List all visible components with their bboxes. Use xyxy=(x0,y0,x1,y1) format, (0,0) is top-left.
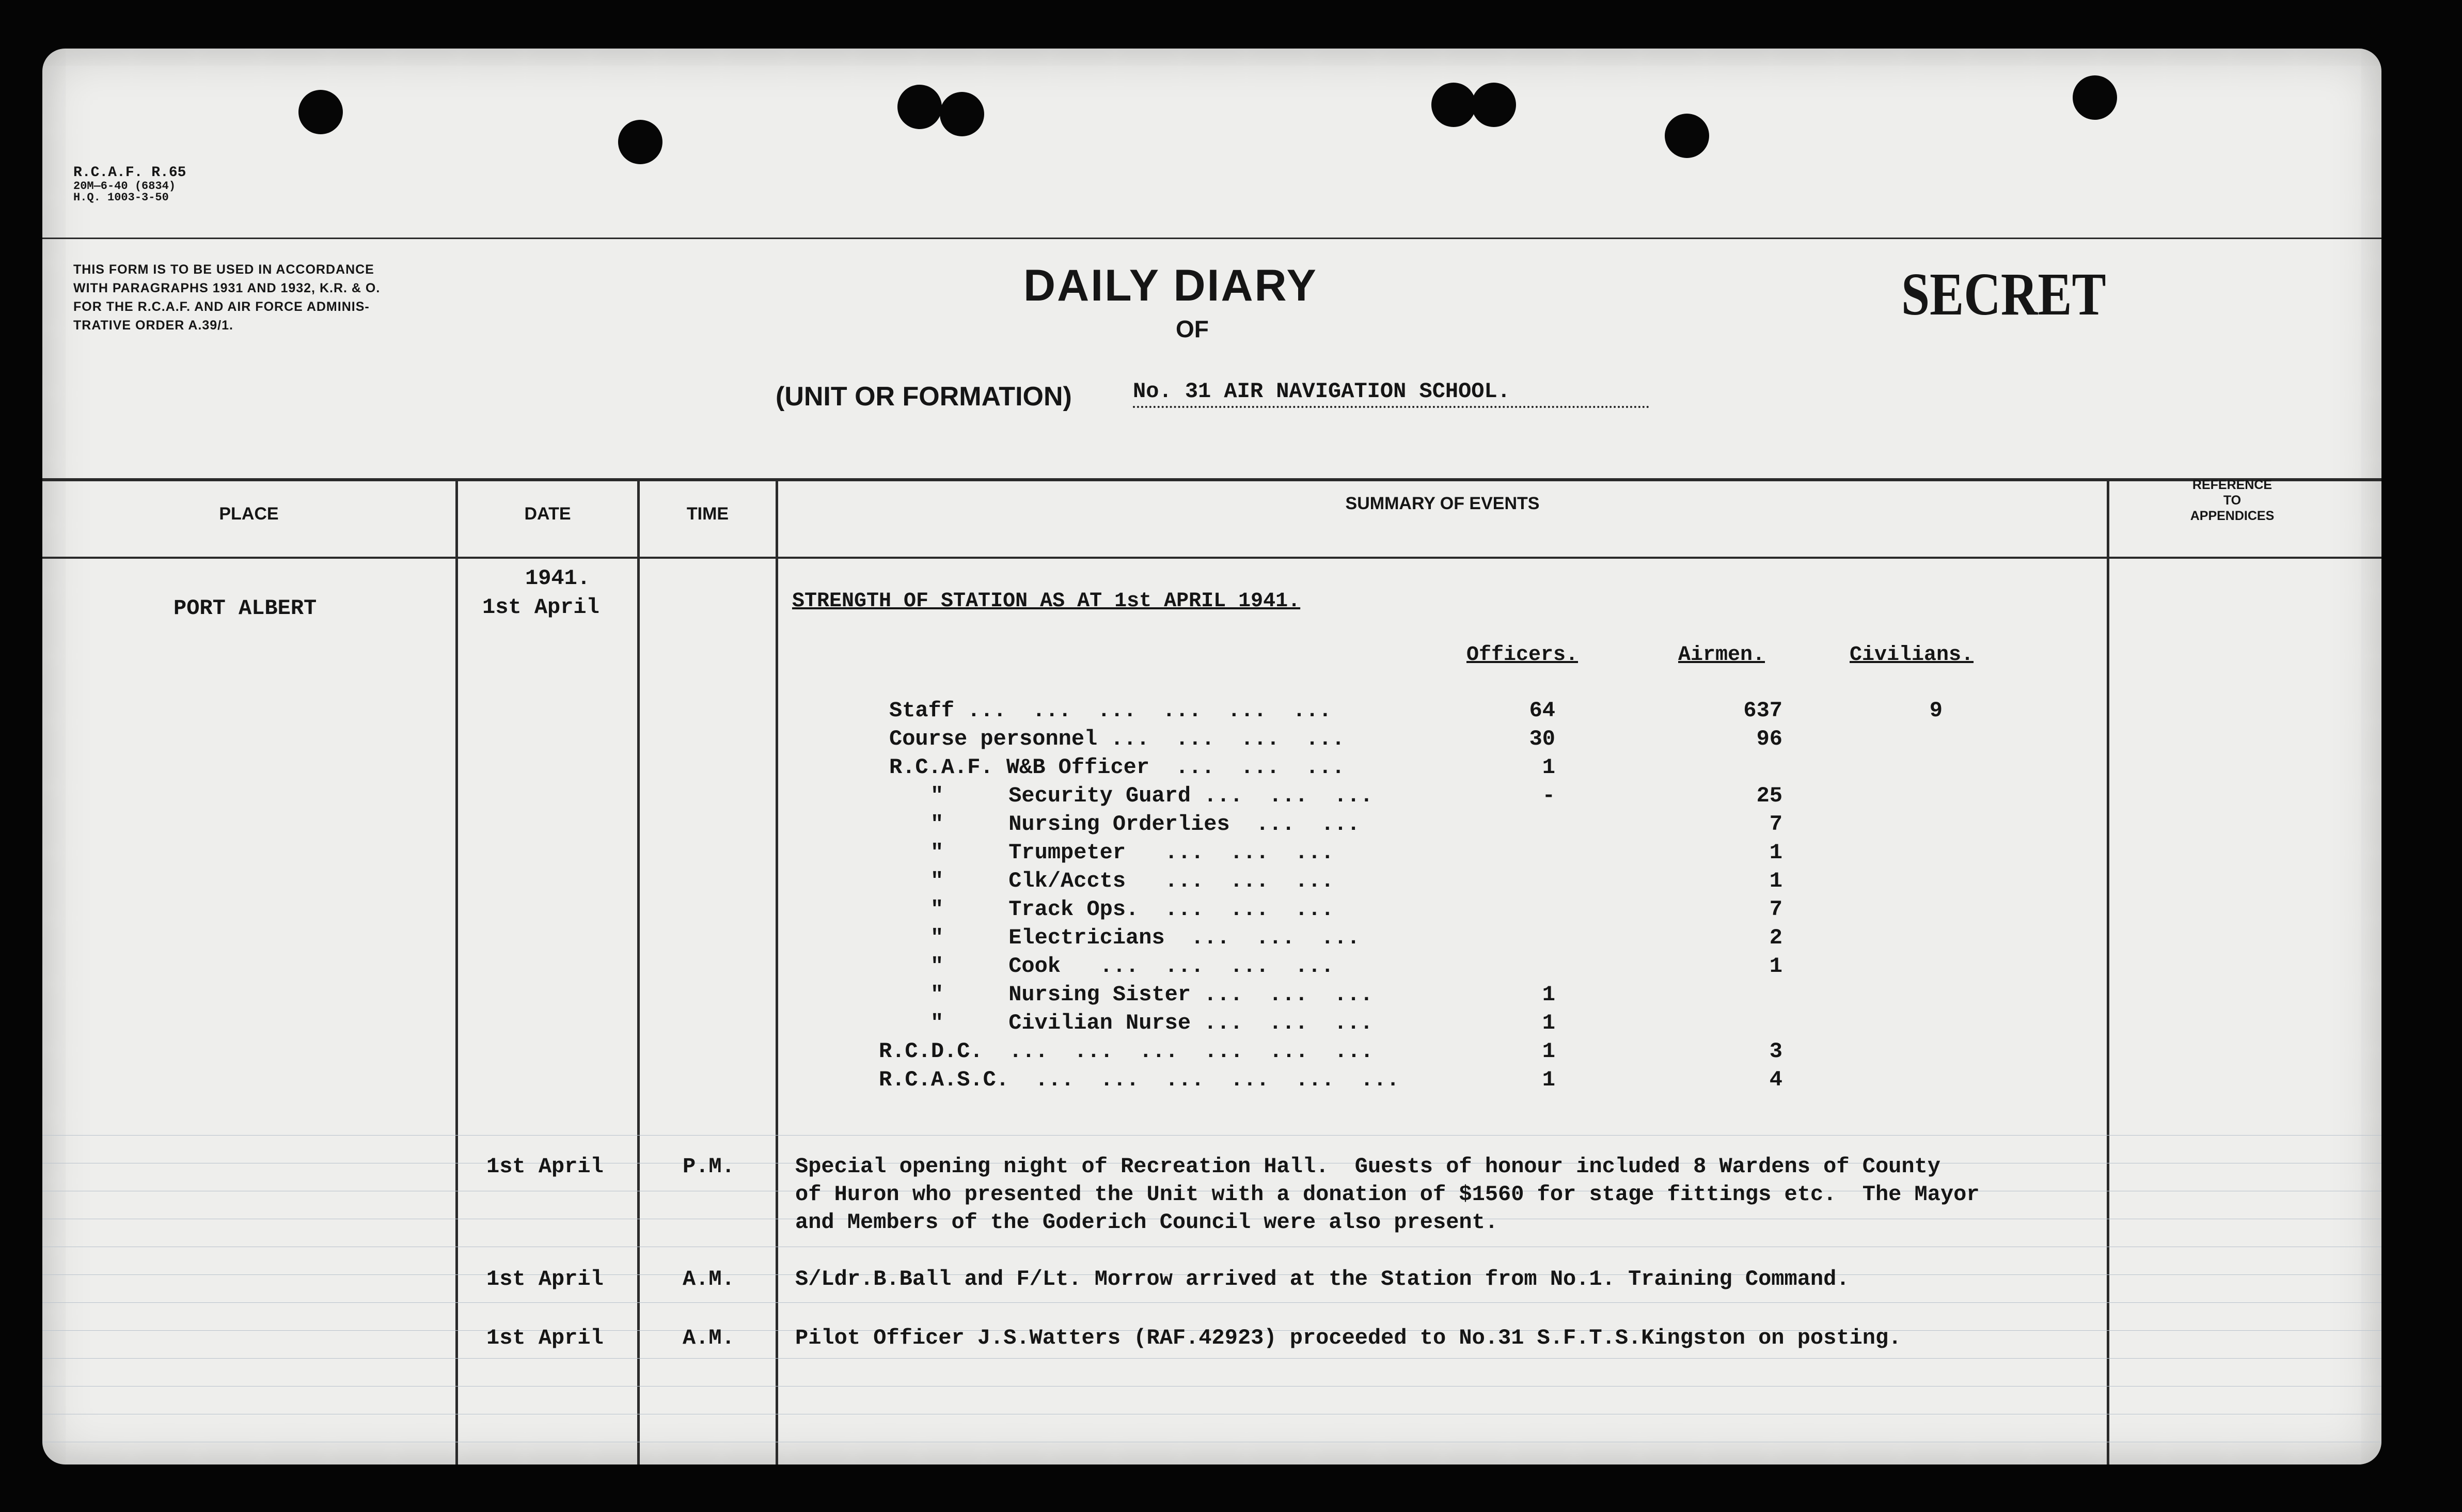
punch-hole xyxy=(897,85,942,129)
column-divider xyxy=(776,478,778,1464)
event-text-line: S/Ldr.B.Ball and F/Lt. Morrow arrived at the Station from No.1. Training Command. xyxy=(795,1267,1850,1292)
form-instructions xyxy=(73,260,380,335)
airmen-value: 637 xyxy=(1743,698,1782,723)
strength-column-officers: Officers. xyxy=(1466,643,1579,667)
officers-value: - xyxy=(1542,783,1555,808)
unit-label: (UNIT OR FORMATION) xyxy=(776,382,1072,412)
event-entry xyxy=(42,1153,2108,1246)
event-date: 1st April xyxy=(486,1326,604,1350)
column-divider xyxy=(455,478,458,1464)
officers-value: 1 xyxy=(1542,1011,1555,1035)
civilians-value: 9 xyxy=(1929,698,1943,723)
instruction-line: WITH PARAGRAPHS 1931 AND 1932, K.R. & O. xyxy=(73,281,381,295)
column-divider xyxy=(2107,478,2109,1464)
strength-heading: STRENGTH OF STATION AS AT 1st APRIL 1941. xyxy=(792,590,1301,613)
event-text xyxy=(795,1153,1980,1236)
strength-column-civilians: Civilians. xyxy=(1850,643,1974,667)
punch-hole xyxy=(618,120,662,164)
unit-value: No. 31 AIR NAVIGATION SCHOOL. xyxy=(1133,379,1649,408)
ruled-line xyxy=(42,1302,2381,1303)
instruction-line: THIS FORM IS TO BE USED IN ACCORDANCE xyxy=(73,262,374,277)
header-top-rule xyxy=(42,238,2381,239)
column-header-date: DATE xyxy=(524,504,571,524)
event-text-line: Special opening night of Recreation Hall. Guests of honour included 8 Wardens of County xyxy=(795,1154,1940,1179)
strength-label: " Electricians ... ... ... xyxy=(930,925,1360,950)
event-text-line: and Members of the Goderich Council were also present. xyxy=(795,1210,1498,1235)
officers-value: 64 xyxy=(1529,698,1555,723)
ruled-line xyxy=(42,1358,2381,1359)
strength-label: " Clk/Accts ... ... ... xyxy=(930,869,1334,893)
strength-label: Course personnel ... ... ... ... xyxy=(889,727,1345,751)
diary-title-of: OF xyxy=(1176,316,1209,342)
airmen-value: 7 xyxy=(1769,812,1782,837)
airmen-value: 7 xyxy=(1769,897,1782,922)
table-header-rule xyxy=(42,557,2381,559)
diary-title: DAILY DIARY xyxy=(1023,261,1318,310)
punch-hole xyxy=(1665,114,1709,158)
airmen-value: 1 xyxy=(1769,869,1782,893)
punch-hole xyxy=(298,90,343,134)
officers-value: 30 xyxy=(1529,727,1555,751)
form-code-line: R.C.A.F. R.65 xyxy=(73,165,186,181)
column-divider xyxy=(637,478,640,1464)
strength-label: " Nursing Orderlies ... ... xyxy=(930,812,1360,837)
airmen-value: 1 xyxy=(1769,840,1782,865)
column-header-place: PLACE xyxy=(219,504,279,524)
event-date: 1st April xyxy=(486,1154,604,1179)
strength-label: " Security Guard ... ... ... xyxy=(930,783,1373,808)
strength-column-airmen: Airmen. xyxy=(1678,643,1765,667)
event-date: 1st April xyxy=(486,1267,604,1292)
officers-value: 1 xyxy=(1542,982,1555,1007)
strength-label: R.C.D.C. ... ... ... ... ... ... xyxy=(879,1039,1374,1064)
form-code-line: 20M—6-40 (6834) xyxy=(73,180,176,193)
column-header-time: TIME xyxy=(686,504,729,524)
entry-date: 1st April xyxy=(482,595,599,620)
form-code-line: H.Q. 1003-3-50 xyxy=(73,191,169,204)
strength-label: R.C.A.F. W&B Officer ... ... ... xyxy=(889,755,1345,780)
strength-label: " Track Ops. ... ... ... xyxy=(930,897,1334,922)
event-text xyxy=(795,1324,1901,1352)
event-time: A.M. xyxy=(683,1267,735,1292)
ruled-line xyxy=(42,1135,2381,1136)
strength-label: R.C.A.S.C. ... ... ... ... ... ... xyxy=(879,1067,1400,1092)
instruction-line: TRATIVE ORDER A.39/1. xyxy=(73,318,233,333)
event-entry xyxy=(42,1324,2108,1355)
form-code xyxy=(73,165,186,203)
ruled-line xyxy=(42,1386,2381,1387)
table-top-rule xyxy=(42,478,2381,481)
classification-stamp: SECRET xyxy=(1901,260,2106,328)
airmen-value: 25 xyxy=(1756,783,1782,808)
strength-label: " Cook ... ... ... ... xyxy=(930,954,1334,979)
officers-value: 1 xyxy=(1542,1039,1555,1064)
punch-hole xyxy=(940,92,984,136)
event-time: P.M. xyxy=(683,1154,735,1179)
airmen-value: 2 xyxy=(1769,925,1782,950)
reference-header-line: TO xyxy=(2223,493,2242,508)
column-header-reference xyxy=(2170,477,2295,524)
strength-label: " Civilian Nurse ... ... ... xyxy=(930,1011,1373,1035)
punch-hole xyxy=(1472,83,1516,127)
instruction-line: FOR THE R.C.A.F. AND AIR FORCE ADMINIS- xyxy=(73,300,370,314)
column-header-summary: SUMMARY OF EVENTS xyxy=(1345,494,1540,513)
entry-place: PORT ALBERT xyxy=(173,596,317,621)
strength-label: " Trumpeter ... ... ... xyxy=(930,840,1334,865)
event-time: A.M. xyxy=(683,1326,735,1350)
entry-year: 1941. xyxy=(525,566,591,591)
airmen-value: 4 xyxy=(1769,1067,1782,1092)
event-text-line: of Huron who presented the Unit with a donation of $1560 for stage fittings etc. The Mayor xyxy=(795,1182,1980,1207)
strength-label: Staff ... ... ... ... ... ... xyxy=(889,698,1332,723)
reference-header-line: REFERENCE xyxy=(2192,478,2272,492)
punch-hole xyxy=(1431,83,1476,127)
officers-value: 1 xyxy=(1542,1067,1555,1092)
reference-header-line: APPENDICES xyxy=(2190,509,2275,523)
strength-label: " Nursing Sister ... ... ... xyxy=(930,982,1373,1007)
airmen-value: 96 xyxy=(1756,727,1782,751)
airmen-value: 1 xyxy=(1769,954,1782,979)
airmen-value: 3 xyxy=(1769,1039,1782,1064)
diary-sheet xyxy=(42,49,2381,1464)
punch-hole xyxy=(2073,75,2117,120)
event-text xyxy=(795,1265,1850,1293)
officers-value: 1 xyxy=(1542,755,1555,780)
event-entry xyxy=(42,1265,2108,1296)
event-text-line: Pilot Officer J.S.Watters (RAF.42923) proceeded to No.31 S.F.T.S.Kingston on posting. xyxy=(795,1326,1902,1350)
